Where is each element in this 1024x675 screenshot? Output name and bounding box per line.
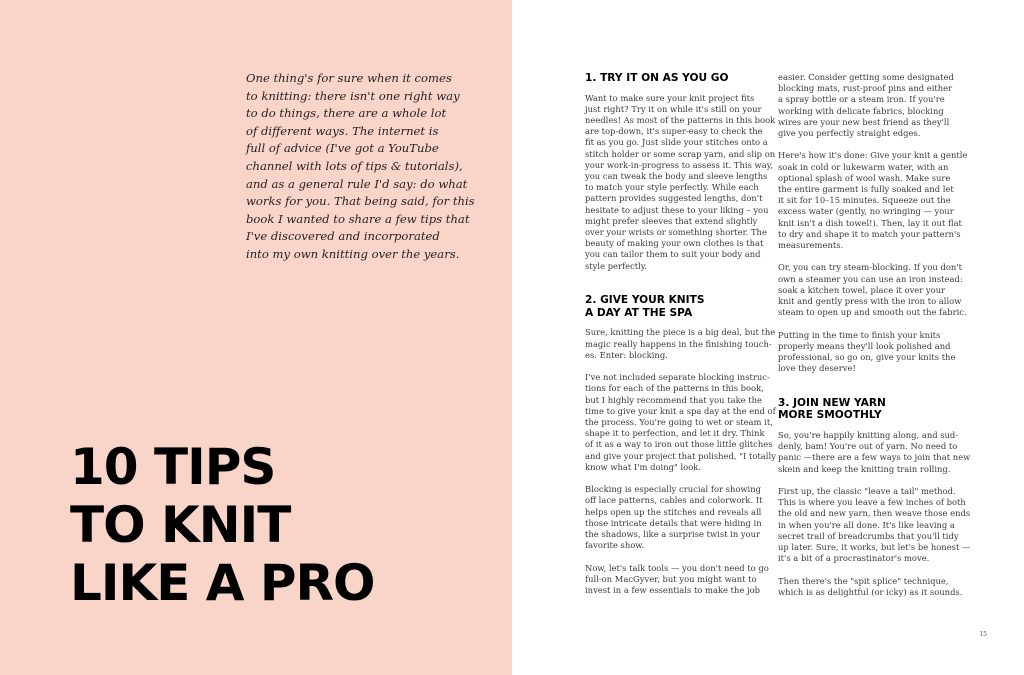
text-line: the old and new yarn, then weave those ends	[778, 508, 971, 519]
tip-2-paragraph-6	[778, 150, 968, 251]
tip-2-paragraph-7	[778, 262, 967, 318]
text-line: invest in a few essentials to make the job	[585, 585, 761, 596]
text-line: measurements.	[778, 240, 844, 251]
tip-2-heading	[585, 294, 745, 319]
text-line: So, you're happily knitting along, and sud-	[778, 430, 959, 440]
text-line: to dry and shape it to match your pattern's	[778, 228, 961, 239]
text-line: favorite show.	[585, 540, 645, 551]
text-line: blocking mats, rust-proof pins and either	[778, 83, 953, 94]
text-column-2	[778, 72, 971, 598]
text-line: optional splash of wool wash. Make sure	[778, 172, 951, 183]
text-line: it sit for 10–15 minutes. Squeeze out the	[778, 195, 951, 206]
text-line: skein and keep the knitting train rolling.	[778, 463, 951, 474]
text-line: up later. Sure, it works, but let's be honest —	[778, 542, 971, 553]
text-line: easier. Consider getting some designated	[778, 72, 954, 82]
tip-2-paragraph-3	[585, 484, 763, 551]
text-line: pattern provides suggested lengths, don't	[585, 193, 763, 204]
text-line: 3. JOIN NEW YARN	[778, 396, 886, 409]
text-line: es. Enter: blocking.	[585, 349, 668, 360]
text-line: and as a general rule I'd say: do what	[246, 176, 468, 191]
page-number: 15	[979, 631, 987, 638]
text-line: 10 TIPS	[70, 438, 276, 496]
text-line: your work-in-progress to assess it. This way,	[585, 159, 773, 170]
text-line: but I highly recommend that you take the	[585, 394, 762, 405]
text-line: might prefer sleeves that extend slightly	[585, 215, 758, 226]
text-line: 1. TRY IT ON AS YOU GO	[585, 72, 729, 84]
text-line: shape it to perfection, and let it dry. Think	[585, 428, 765, 439]
text-line: time to give your knit a spa day at the end of	[585, 405, 776, 416]
intro-paragraph	[246, 70, 476, 264]
text-line: This is where you leave a few inches of both	[778, 497, 966, 508]
text-line: working with delicate fabrics, blocking	[778, 105, 944, 116]
tip-2-paragraph-4	[585, 562, 769, 597]
text-line: denly, bam! You're out of yarn. No need to	[778, 441, 958, 452]
text-line: panic —there are a few ways to join that new	[778, 452, 971, 463]
text-line: Then there's the "spit splice" technique,	[778, 575, 949, 586]
text-line: you can tailor them to suit your body and	[585, 249, 761, 260]
text-line: full of advice (I've got a YouTube	[246, 141, 439, 156]
text-line: properly means they'll look polished and	[778, 340, 951, 351]
text-line: beauty of making your own clothes is that	[585, 238, 764, 249]
text-column-1	[585, 72, 776, 596]
text-line: channel with lots of tips & tutorials),	[246, 158, 463, 173]
text-line: of different ways. The internet is	[246, 123, 439, 138]
text-line: own a steamer you can use an iron instead:	[778, 273, 963, 284]
text-line: wires are your new best friend as they'll	[778, 116, 950, 127]
text-line: off lace patterns, cables and colorwork. It	[585, 495, 763, 506]
text-line: the entire garment is fully soaked and let	[778, 184, 954, 195]
text-line: professional, so go on, give your knits the	[778, 352, 956, 363]
text-line: just right? Try it on while it's still on your	[585, 103, 762, 114]
text-line: A DAY AT THE SPA	[585, 306, 693, 319]
text-line: Putting in the time to finish your knits	[778, 329, 941, 340]
text-line: soak a kitchen towel, place it over your	[778, 284, 946, 295]
text-line: Or, you can try steam-blocking. If you don't	[778, 262, 962, 273]
text-line: LIKE A PRO	[70, 554, 375, 612]
text-line: you can tweak the body and sleeve lengths	[585, 171, 768, 182]
text-line: a spray bottle or a steam iron. If you're	[778, 94, 945, 105]
text-line: stitch holder or some scrap yarn, and slip on	[585, 148, 776, 159]
text-line: tions for each of the patterns in this book,	[585, 383, 764, 394]
text-line: secret trail of breadcrumbs that you'll tidy	[778, 530, 959, 541]
text-line: fit as you go. Just slide your stitches onto a	[585, 137, 768, 148]
text-line: Here's how it's done: Give your knit a gentle	[778, 150, 968, 161]
text-line: to knitting: there isn't one right way	[246, 88, 460, 103]
text-line: the shadows, like a surprise twist in your	[585, 529, 761, 540]
text-line: First up, the classic "leave a tail" method.	[778, 486, 956, 496]
text-line: I've not included separate blocking instruc-	[585, 372, 770, 383]
text-line: helps open up the stitches and reveals all	[585, 506, 762, 517]
tip-1-paragraph	[585, 92, 776, 272]
text-line: those intricate details that were hiding in	[585, 517, 762, 528]
text-line: Sure, knitting the piece is a big deal, but the	[585, 327, 776, 338]
text-line: soak in cold or lukewarm water, with an	[778, 161, 949, 172]
text-line: knit and gently press with the iron to allow	[778, 296, 962, 307]
text-line: book I wanted to share a few tips that	[246, 211, 470, 226]
text-line: steam to open up and smooth out the fabric.	[778, 307, 967, 318]
tip-3-heading	[778, 397, 938, 422]
text-line: and give your project that polished, "I totally	[585, 450, 776, 461]
text-line: excess water (gently, no wringing — your	[778, 206, 954, 217]
text-line: to do things, there are a whole lot	[246, 106, 447, 121]
text-line: over your wrists or something shorter. The	[585, 227, 767, 238]
text-line: hesitate to adjust these to your liking – you	[585, 204, 769, 215]
text-line: into my own knitting over the years.	[246, 246, 460, 261]
text-line: Blocking is especially crucial for showing	[585, 484, 761, 495]
text-line: love they deserve!	[778, 363, 856, 374]
text-line: I've discovered and incorporated	[246, 229, 440, 244]
text-line: of it as a way to iron out those little glitches	[585, 439, 773, 450]
tip-3-paragraph-1	[778, 430, 971, 475]
text-line: which is as delightful (or icky) as it sounds.	[778, 586, 963, 597]
text-line: the process. You're going to wet or steam it,	[585, 417, 773, 428]
text-line: style perfectly.	[585, 260, 648, 271]
text-line: 2. GIVE YOUR KNITS	[585, 294, 705, 307]
tip-2-paragraph-5	[778, 72, 954, 139]
text-line: full-on MacGyver, but you might want to	[585, 573, 757, 584]
text-line: One thing's for sure when it comes	[246, 71, 452, 85]
text-line: works for you. That being said, for this	[246, 194, 475, 209]
text-line: magic really happens in the finishing touch-	[585, 338, 772, 349]
tip-3-paragraph-2	[778, 486, 971, 564]
tip-2-paragraph-2	[585, 372, 776, 473]
tip-3-paragraph-3	[778, 575, 963, 598]
text-line: MORE SMOOTHLY	[778, 409, 882, 422]
text-line: needles! As most of the patterns in this book	[585, 115, 776, 125]
text-line: it's a bit of a procrastinator's move.	[778, 553, 930, 564]
page-title	[70, 438, 500, 612]
text-line: know what I'm doing" look.	[585, 461, 701, 472]
text-line: TO KNIT	[70, 496, 291, 554]
tip-2-paragraph-8	[778, 329, 956, 375]
text-line: knit isn't a dish towel!). Then, lay it out flat	[778, 217, 962, 228]
text-line: give you perfectly straight edges.	[778, 128, 921, 139]
text-line: Want to make sure your knit project fits	[585, 92, 755, 103]
tip-2-paragraph-1	[585, 327, 776, 361]
text-line: in when you're all done. It's like leaving a	[778, 519, 955, 530]
text-line: are top-down, it's super-easy to check the	[585, 126, 763, 137]
tip-1-heading	[585, 72, 745, 85]
text-line: to match your style perfectly. While each	[585, 182, 759, 193]
text-line: Now, let's talk tools — you don't need to go	[585, 562, 769, 573]
